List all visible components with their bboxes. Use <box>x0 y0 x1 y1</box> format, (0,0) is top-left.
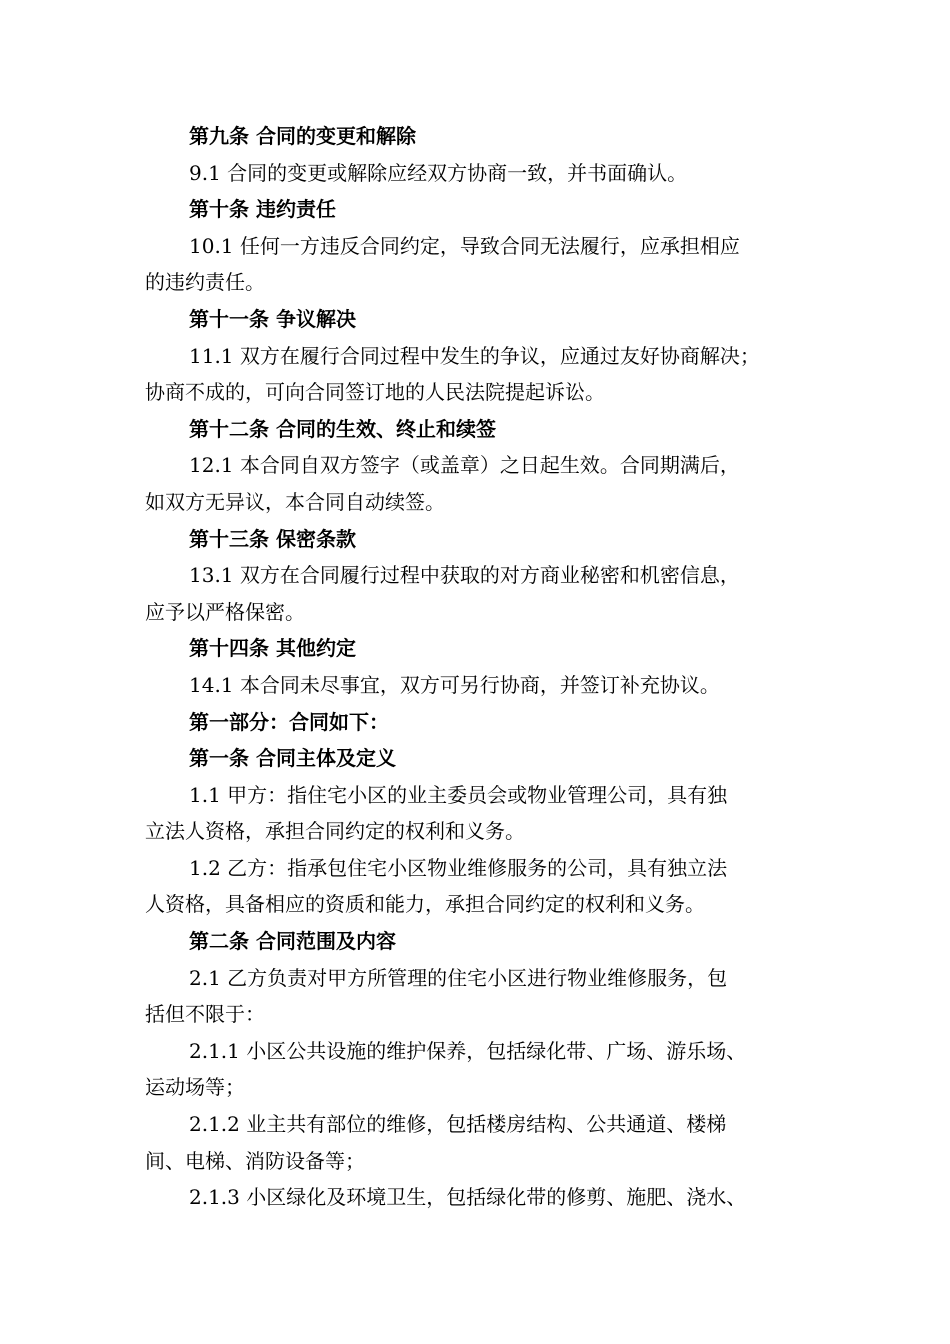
document-page <box>145 118 810 1216</box>
body-text-line: 应予以严格保密。 <box>145 599 305 624</box>
body-text-line: 括但不限于： <box>145 1002 265 1027</box>
section-heading: 第十四条 其他约定 <box>189 636 356 661</box>
body-text-line: 1.2 乙方：指承包住宅小区物业维修服务的公司，具有独立法 <box>189 855 728 880</box>
body-text-line: 2.1.2 业主共有部位的维修，包括楼房结构、公共通道、楼梯 <box>189 1112 727 1137</box>
section-heading: 第二条 合同范围及内容 <box>189 929 396 954</box>
body-text-line: 人资格，具备相应的资质和能力，承担合同约定的权利和义务。 <box>145 892 705 917</box>
body-text-line: 协商不成的，可向合同签订地的人民法院提起诉讼。 <box>145 380 605 405</box>
body-text-line: 的违约责任。 <box>145 270 265 295</box>
section-heading: 第一部分：合同如下： <box>189 709 389 734</box>
body-text-line: 立法人资格，承担合同约定的权利和义务。 <box>145 819 525 844</box>
body-text-line: 2.1.1 小区公共设施的维护保养，包括绿化带、广场、游乐场、 <box>189 1038 747 1063</box>
body-text-line: 14.1 本合同未尽事宜，双方可另行协商，并签订补充协议。 <box>189 672 720 697</box>
body-text-line: 间、电梯、消防设备等； <box>145 1148 365 1173</box>
body-text-line: 运动场等； <box>145 1075 245 1100</box>
section-heading: 第九条 合同的变更和解除 <box>189 124 416 148</box>
body-text-line: 1.1 甲方：指住宅小区的业主委员会或物业管理公司，具有独 <box>189 782 728 807</box>
body-text-line: 10.1 任何一方违反合同约定，导致合同无法履行，应承担相应 <box>189 233 740 258</box>
body-text-line: 13.1 双方在合同履行过程中获取的对方商业秘密和机密信息， <box>189 563 740 588</box>
section-heading: 第十一条 争议解决 <box>189 306 356 331</box>
body-text-line: 12.1 本合同自双方签字（或盖章）之日起生效。合同期满后， <box>189 453 740 478</box>
body-text-line: 11.1 双方在履行合同过程中发生的争议，应通过友好协商解决； <box>189 343 760 368</box>
section-heading: 第一条 合同主体及定义 <box>189 746 396 771</box>
section-heading: 第十条 违约责任 <box>189 197 336 222</box>
body-text-line: 2.1.3 小区绿化及环境卫生，包括绿化带的修剪、施肥、浇水、 <box>189 1185 747 1210</box>
section-heading: 第十二条 合同的生效、终止和续签 <box>189 416 496 441</box>
section-heading: 第十三条 保密条款 <box>189 526 356 551</box>
body-text-line: 2.1 乙方负责对甲方所管理的住宅小区进行物业维修服务，包 <box>189 965 728 990</box>
body-text-line: 9.1 合同的变更或解除应经双方协商一致，并书面确认。 <box>189 160 688 185</box>
body-text-line: 如双方无异议，本合同自动续签。 <box>145 489 445 514</box>
